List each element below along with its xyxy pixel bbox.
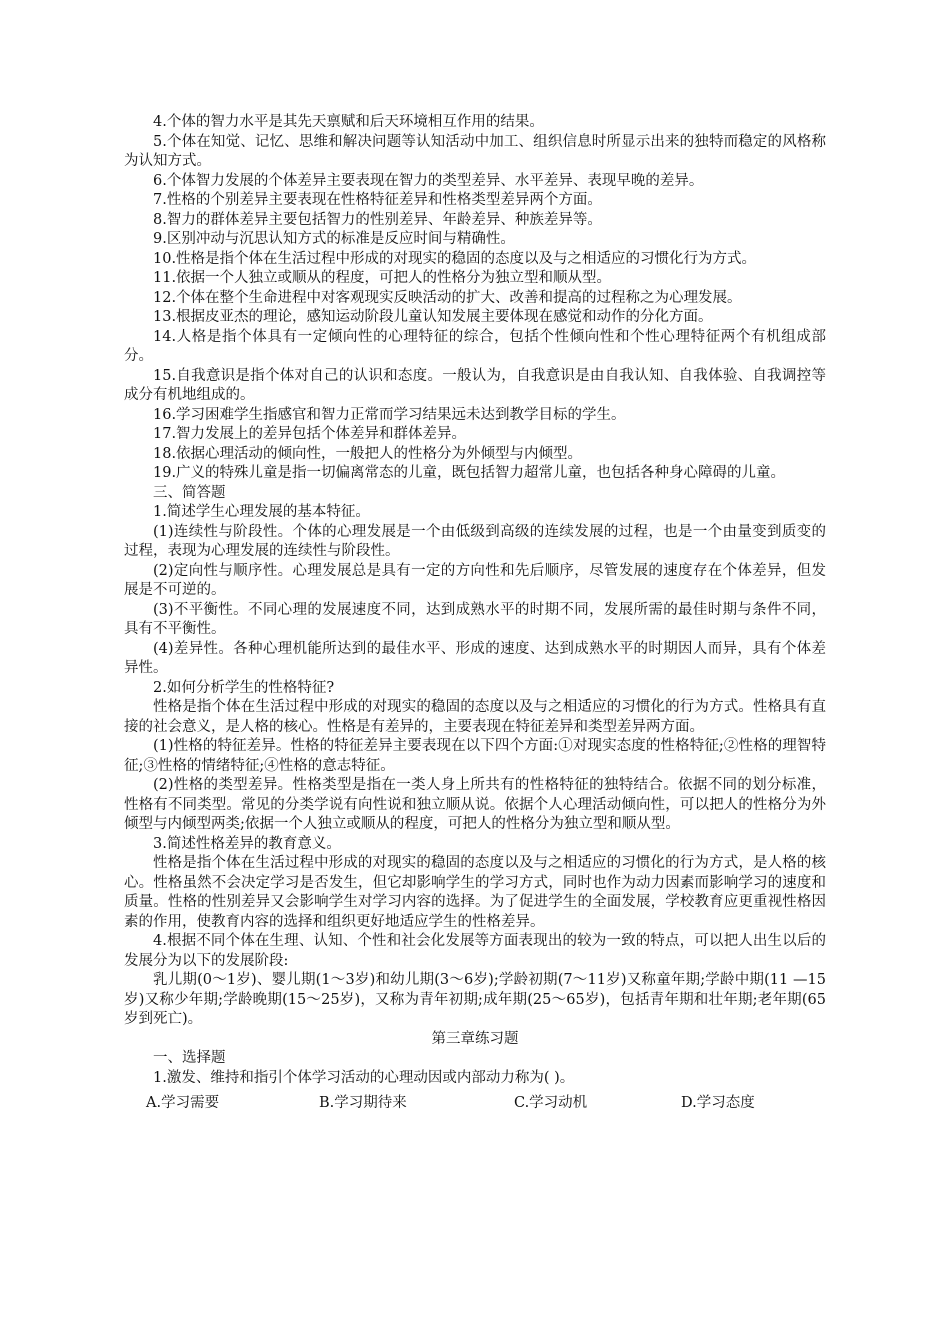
paragraph-item-14: 14.人格是指个体具有一定倾向性的心理特征的综合，包括个性倾向性和个性心理特征两个有机组成部分。 (124, 328, 826, 364)
paragraph-item-11: 11.依据一个人独立或顺从的程度，可把人的性格分为独立型和顺从型。 (153, 270, 612, 286)
answer-1-point-4: (4)差异性。各种心理机能所达到的最佳水平、形成的速度、达到成熟水平的时期因人而异，具有个体差异性。 (124, 640, 826, 676)
paragraph-item-19: 19.广义的特殊儿童是指一切偏离常态的儿童，既包括智力超常儿童，也包括各种身心障碍的儿童。 (153, 465, 786, 481)
paragraph-item-10: 10.性格是指个体在生活过程中形成的对现实的稳固的态度以及与之相适应的习惯化行为方式。 (153, 250, 757, 267)
paragraph-item-7: 7.性格的个别差异主要表现在性格特征差异和性格类型差异两个方面。 (153, 192, 602, 208)
paragraph-item-18: 18.依据心理活动的倾向性，一般把人的性格分为外倾型与内倾型。 (153, 445, 583, 462)
paragraph-item-12: 12.个体在整个生命进程中对客观现实反映活动的扩大、改善和提高的过程称之为心理发展。 (153, 289, 742, 306)
paragraph-item-15: 15.自我意识是指个体对自己的认识和态度。一般认为，自我意识是由自我认知、自我体验、自我调控等成分有机地组成的。 (124, 367, 826, 403)
answer-2-intro: 性格是指个体在生活过程中形成的对现实的稳固的态度以及与之相适应的习惯化的行为方式。性格具有直接的社会意义，是人格的核心。性格是有差异的，主要表现在特征差异和类型差异两方面。 (124, 699, 826, 735)
paragraph-item-16: 16.学习困难学生指感官和智力正常而学习结果远未达到教学目标的学生。 (153, 406, 626, 423)
option-d: D.学习态度 (681, 1095, 755, 1111)
section-heading-short-answer: 三、简答题 (153, 484, 226, 501)
question-4-heading: 4.根据不同个体在生理、认知、个性和社会化发展等方面表现出的较为一致的特点，可以把人出生以后的发展分为以下的发展阶段: (124, 933, 826, 969)
paragraph-item-9: 9.区别冲动与沉思认知方式的标准是反应时间与精确性。 (153, 231, 515, 247)
paragraph-item-13: 13.根据皮亚杰的理论，感知运动阶段儿童认知发展主要体现在感觉和动作的分化方面。 (153, 309, 713, 325)
answer-1-point-3: (3)不平衡性。不同心理的发展速度不同，达到成熟水平的时期不同，发展所需的最佳时期与条件不同，具有不平衡性。 (124, 601, 826, 637)
answer-2-point-2: (2)性格的类型差异。性格类型是指在一类人身上所共有的性格特征的独特结合。依据不同的划分标准，性格有不同类型。常见的分类学说有向性说和独立顺从说。依据个人心理活动倾向性，可以把人的性格分为外倾型与内倾型两类;依据一个人独立或顺从的程度，可把人的性格分为独立型和顺从型。 (124, 777, 826, 832)
paragraph-item-17: 17.智力发展上的差异包括个体差异和群体差异。 (153, 426, 467, 442)
option-a: A.学习需要 (146, 1095, 220, 1111)
question-2-heading: 2.如何分析学生的性格特征? (153, 679, 335, 696)
paragraph-item-5: 5.个体在知觉、记忆、思维和解决问题等认知活动中加工、组织信息时所显示出来的独特而稳定的风格称为认知方式。 (124, 133, 826, 169)
paragraph-item-6: 6.个体智力发展的个体差异主要表现在智力的类型差异、水平差异、表现早晚的差异。 (153, 172, 704, 189)
option-c: C.学习动机 (514, 1095, 588, 1111)
answer-1-point-1: (1)连续性与阶段性。个体的心理发展是一个由低级到高级的连续发展的过程，也是一个由量变到质变的过程，表现为心理发展的连续性与阶段性。 (124, 523, 826, 559)
section-heading-choice: 一、选择题 (153, 1050, 226, 1066)
answer-3-body: 性格是指个体在生活过程中形成的对现实的稳固的态度以及与之相适应的习惯化的行为方式，是人格的核心。性格虽然不会决定学习是否发生，但它却影响学生的学习方式，同时也作为动力因素而影响学习的速度和质量。性格的性别差异又会影响学生对学习内容的选择。为了促进学生的全面发展，学校教育应更重视性格因素的作用，使教育内容的选择和组织更好地适应学生的性格差异。 (124, 855, 826, 930)
question-1-heading: 1.简述学生心理发展的基本特征。 (153, 504, 370, 520)
answer-1-point-2: (2)定向性与顺序性。心理发展总是具有一定的方向性和先后顺序，尽管发展的速度存在个体差异，但发展是不可逆的。 (124, 562, 826, 598)
option-b: B.学习期待来 (319, 1095, 407, 1111)
choice-question-1: 1.激发、维持和指引个体学习活动的心理动因或内部动力称为( )。 (153, 1069, 575, 1086)
paragraph-item-4: 4.个体的智力水平是其先天禀赋和后天环境相互作用的结果。 (153, 114, 544, 130)
chapter-title: 第三章练习题 (431, 1030, 519, 1047)
question-3-heading: 3.简述性格差异的教育意义。 (153, 835, 341, 852)
answer-4-body: 乳儿期(0～1岁)、婴儿期(1～3岁)和幼儿期(3～6岁);学龄初期(7～11岁)又称童年期;学龄中期(11 —15岁)又称少年期;学龄晚期(15～25岁)，又称为青年初期;成年期(25～65岁)，包括青年期和壮年期;老年期(65岁到死亡)。 (124, 972, 826, 1027)
paragraph-item-8: 8.智力的群体差异主要包括智力的性别差异、年龄差异、种族差异等。 (153, 211, 602, 228)
answer-2-point-1: (1)性格的特征差异。性格的特征差异主要表现在以下四个方面:①对现实态度的性格特征;②性格的理智特征;③性格的情绪特征;④性格的意志特征。 (124, 738, 826, 774)
answer-options (124, 1094, 826, 1114)
